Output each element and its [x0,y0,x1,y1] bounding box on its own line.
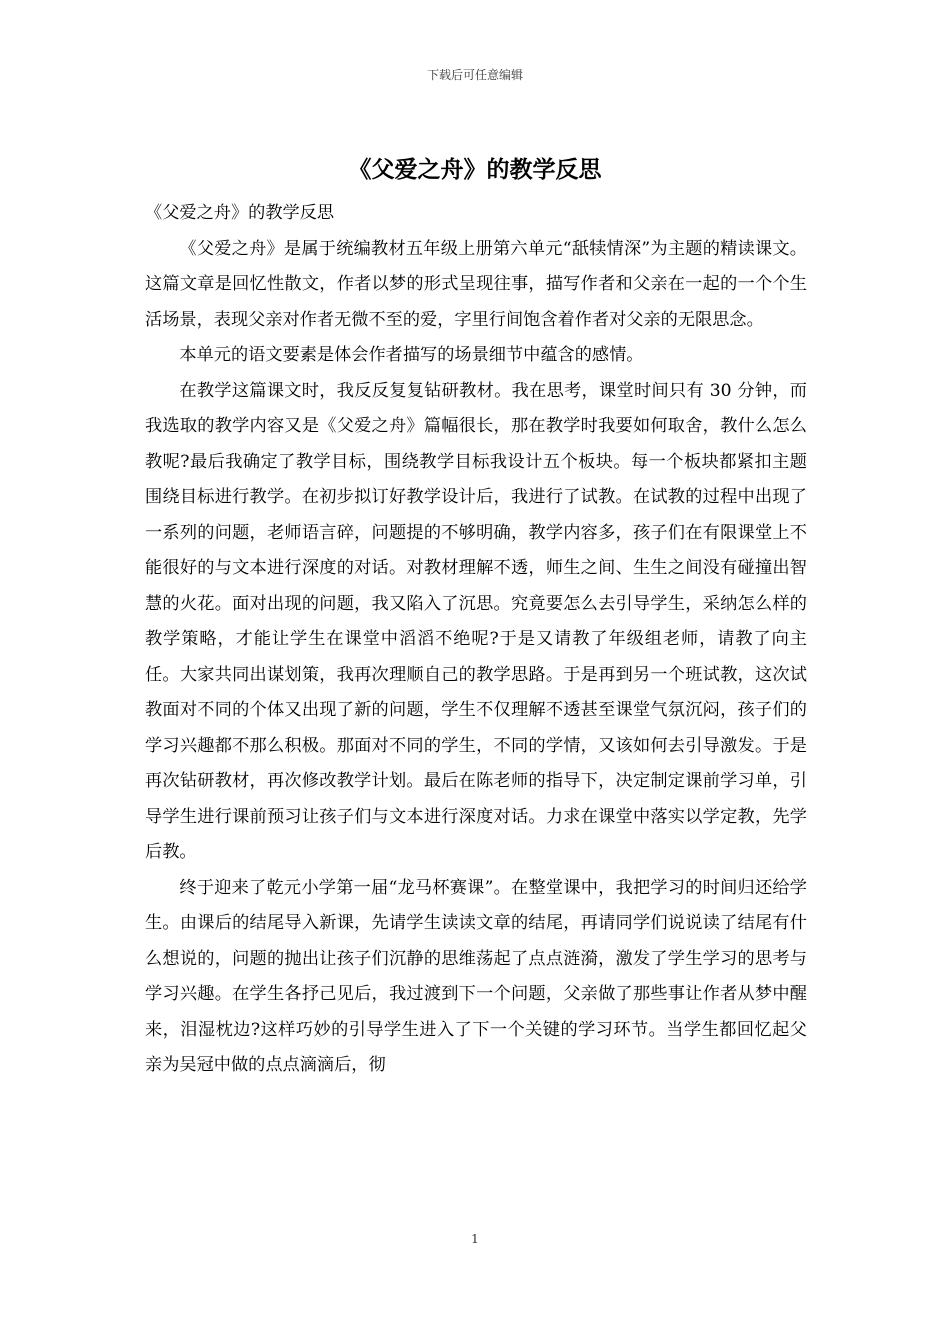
paragraph: 在教学这篇课文时，我反反复复钻研教材。我在思考，课堂时间只有 30 分钟，而我选取的教学内容又是《父爱之舟》篇幅很长，那在教学时我要如何取舍，教什么怎么教呢?最后我确定了教学目标，围绕教学目标我设计五个板块。每一个板块都紧扣主题围绕目标进行教学。在初步拟订好教学设计后，我进行了试教。在试教的过程中出现了一系列的问题，老师语言碎，问题提的不够明确，教学内容多，孩子们在有限课堂上不能很好的与文本进行深度的对话。对教材理解不透，师生之间、生生之间没有碰撞出智慧的火花。面对出现的问题，我又陷入了沉思。究竟要怎么去引导学生，采纳怎么样的教学策略，才能让学生在课堂中滔滔不绝呢?于是又请教了年级组老师，请教了向主任。大家共同出谋划策，我再次理顺自己的教学思路。于是再到另一个班试教，这次试教面对不同的个体又出现了新的问题，学生不仅理解不透甚至课堂气氛沉闷，孩子们的学习兴趣都不那么积极。那面对不同的学生，不同的学情，又该如何去引导激发。于是再次钻研教材，再次修改教学计划。最后在陈老师的指导下，决定制定课前学习单，引导学生进行课前预习让孩子们与文本进行深度对话。力求在课堂中落实以学定教，先学后教。 [145,380,807,862]
document-body [145,196,807,1084]
paragraph: 《父爱之舟》是属于统编教材五年级上册第六单元“舐犊情深”为主题的精读课文。这篇文章是回忆性散文，作者以梦的形式呈现往事，描写作者和父亲在一起的一个个生活场景，表现父亲对作者无微不至的爱，字里行间饱含着作者对父亲的无限思念。 [145,238,807,330]
document-subtitle: 《父爱之舟》的教学反思 [145,203,335,223]
page-header: 下载后可任意编辑 [426,68,523,82]
document-title: 《父爱之舟》的教学反思 [348,156,602,183]
paragraph: 终于迎来了乾元小学第一届“龙马杯赛课”。在整堂课中，我把学习的时间归还给学生。由课后的结尾导入新课，先请学生读读文章的结尾，再请同学们说说读了结尾有什么想说的，问题的抛出让孩子们沉静的思维荡起了点点涟漪，激发了学生学习的思考与学习兴趣。在学生各抒己见后，我过渡到下一个问题，父亲做了那些事让作者从梦中醒来，泪湿枕边?这样巧妙的引导学生进入了下一个关键的学习环节。当学生都回忆起父亲为吴冠中做的点点滴滴后，彻 [145,877,807,1075]
paragraph: 本单元的语文要素是体会作者描写的场景细节中蕴含的感情。 [179,345,644,365]
page-number: 1 [471,1232,479,1246]
